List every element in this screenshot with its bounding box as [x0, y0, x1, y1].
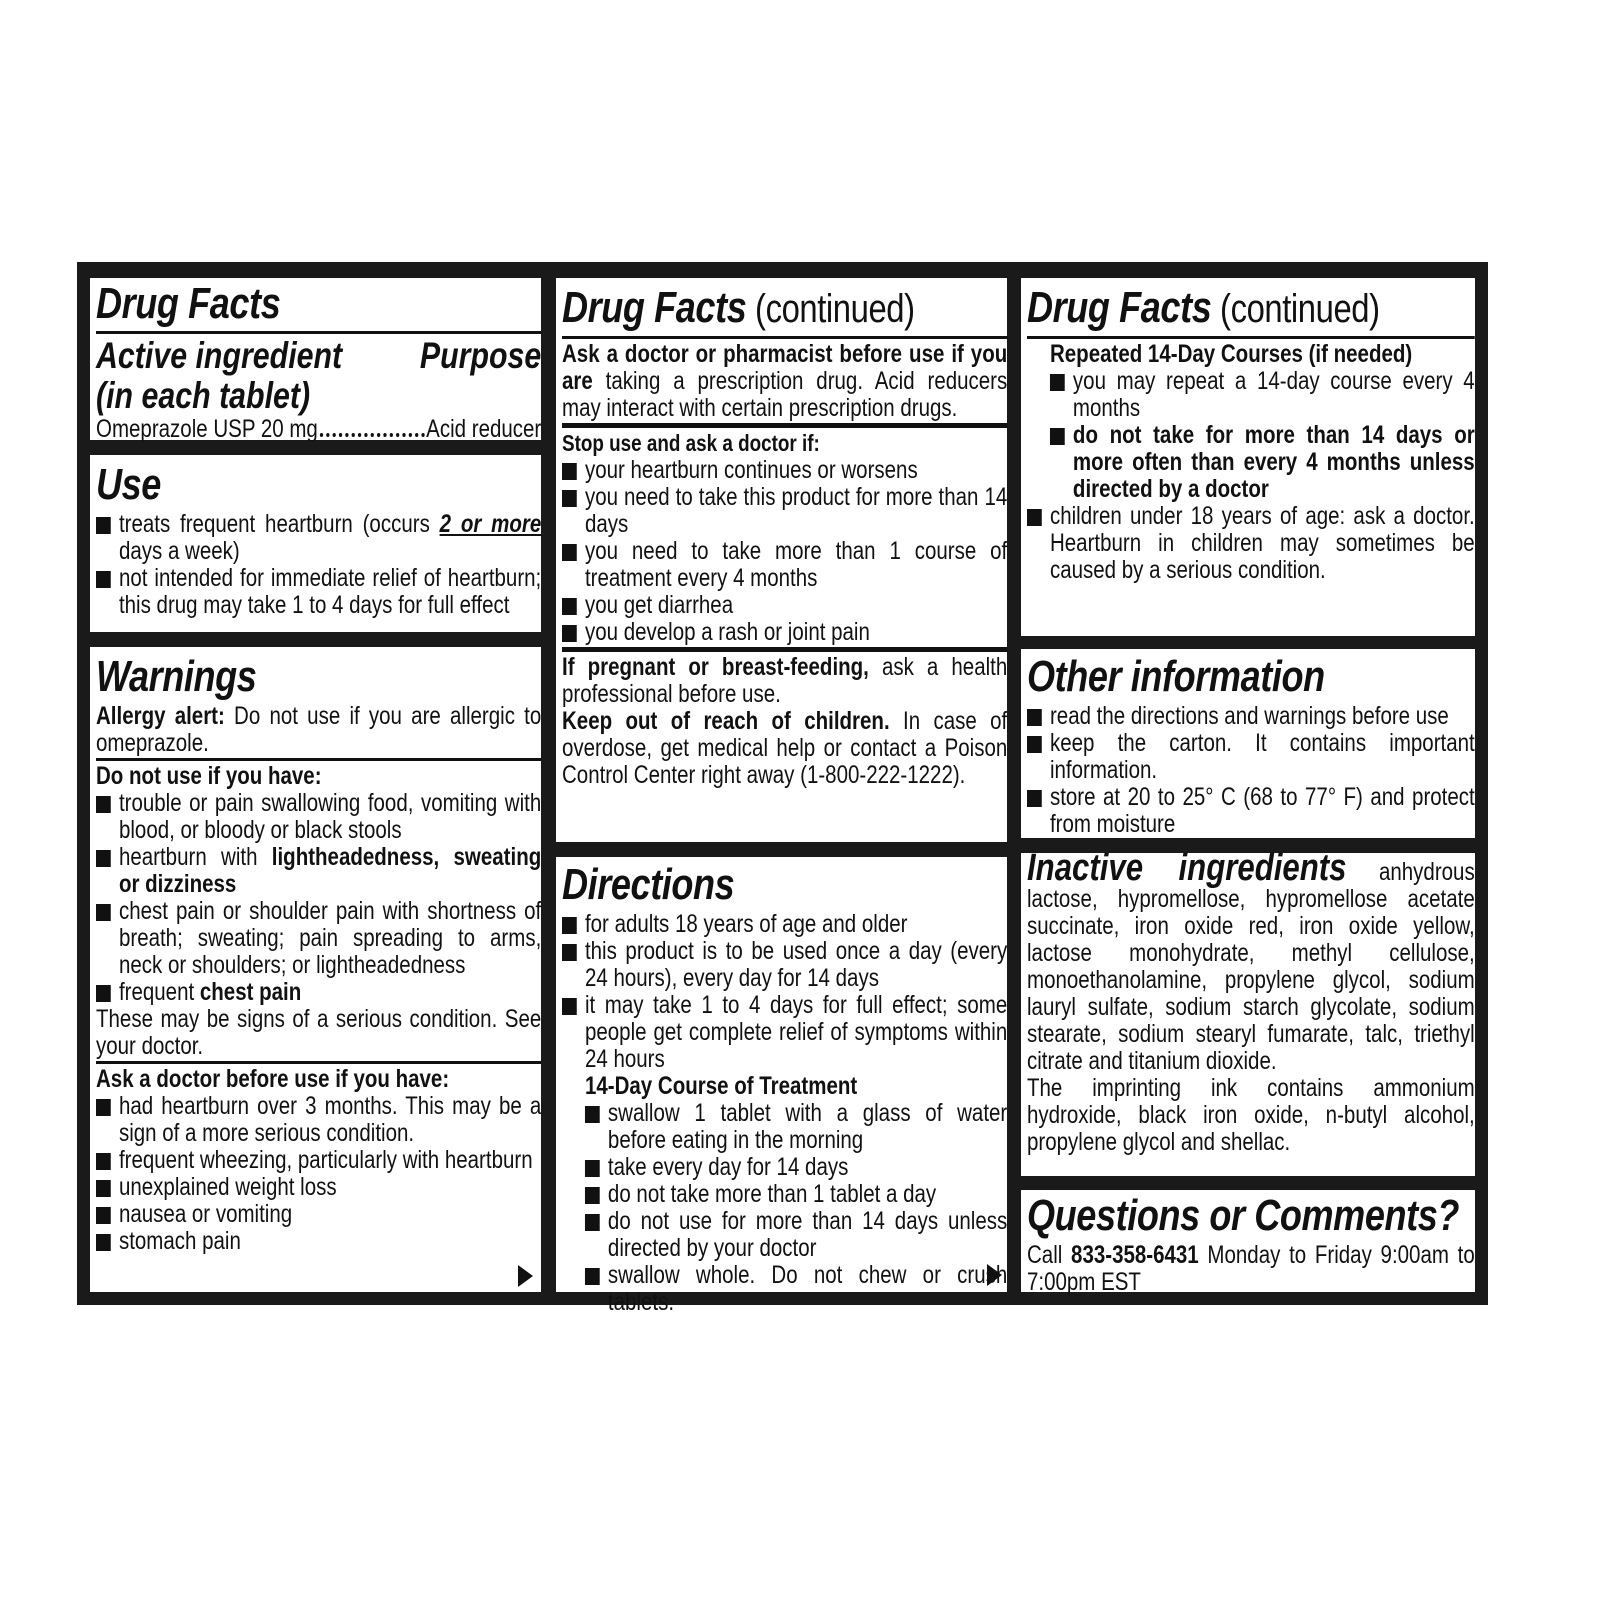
bullet-item [96, 1147, 541, 1174]
text-segment: The imprinting ink contains ammonium hydroxide, black iron oxide, n-butyl alcohol, propylene glycol and shellac. [1027, 1074, 1475, 1156]
paragraph [1027, 847, 1475, 1075]
section-heading [585, 1073, 1007, 1100]
text-segment: Monday to Friday 9:00am to 7:00pm EST [1027, 1241, 1475, 1296]
continue-arrow-icon [518, 1265, 533, 1287]
bullet-item [96, 1093, 541, 1147]
bullet-item [96, 511, 541, 565]
column-headers [96, 336, 541, 376]
panel-warnings [90, 647, 541, 1292]
section-title [1027, 1190, 1475, 1242]
text-segment: anhydrous lactose, hypromellose, hypromellose acetate succinate, iron oxide red, iron oxide yellow, lactose monohydrate, methyl cellulose, monoethanolamine, propylene glycol, sodium lauryl sulfate, sodium starch glycolate, sodium stearate, sodium stearyl fumarate, talc, triethyl citrate and titanium dioxide. [1027, 858, 1475, 1075]
bullet-item [562, 592, 1007, 619]
text-segment: days a week) [118, 537, 240, 565]
ingredient-row [96, 416, 541, 443]
divider [562, 423, 1007, 428]
bullet-item [562, 992, 1007, 1073]
bullet-item [96, 898, 541, 979]
text-segment: (in each tablet) [96, 375, 311, 416]
bullet-item [96, 565, 541, 619]
text-segment: ask a health professional before use. [562, 653, 1008, 708]
panel-inactive-ingredients [1021, 847, 1475, 1176]
text-segment: swallow whole. Do not chew or crush tablets. [607, 1261, 1008, 1316]
panel-use [90, 455, 541, 632]
section-heading [562, 430, 1007, 457]
text-segment: read the directions and warnings before use [1049, 702, 1449, 730]
text-segment: stomach pain [118, 1227, 241, 1255]
text-segment: treats frequent heartburn (occurs [118, 510, 440, 538]
bullet-item [96, 1201, 541, 1228]
text-segment: you get diarrhea [584, 591, 734, 619]
text-segment: Inactive ingredients [1027, 847, 1347, 889]
text-segment: Do not use if you have: [96, 762, 322, 790]
text-segment: you develop a rash or joint pain [584, 618, 870, 646]
text-segment: it may take 1 to 4 days for full effect; some people get complete relief of symptoms within 24 hours [584, 991, 1008, 1073]
text-segment: store at 20 to 25° C (68 to 77° F) and protect from moisture [1049, 783, 1475, 838]
text-segment: had heartburn over 3 months. This may be a sign of a more serious condition. [118, 1092, 542, 1147]
panel-other-information [1021, 649, 1475, 838]
text-segment: 2 or more [439, 510, 542, 538]
text-segment: Keep out of reach of children. [562, 707, 890, 735]
bullet-item [585, 1208, 1007, 1262]
panel-active-ingredient [90, 278, 542, 443]
paragraph [96, 703, 541, 757]
bullet-item [562, 484, 1007, 538]
text-segment: Ask a doctor before use if you have: [96, 1065, 450, 1093]
divider [96, 331, 541, 334]
bullet-item [1050, 422, 1475, 503]
text-segment: keep the carton. It contains important information. [1049, 729, 1475, 784]
text-segment: Allergy alert: [96, 702, 225, 730]
active-ingredient-heading: Active ingredient [96, 335, 343, 376]
drug-facts-label [77, 262, 1488, 1316]
panel-questions [1021, 1190, 1475, 1296]
section-title [562, 859, 1007, 911]
text-segment: 14-Day Course of Treatment [584, 1072, 858, 1100]
text-segment: Drug Facts [1027, 283, 1212, 332]
section-title [562, 282, 1007, 335]
bullet-item [562, 938, 1007, 992]
bullet-item [96, 979, 541, 1006]
text-segment: heartburn with [118, 843, 272, 871]
text-segment: Drug Facts [96, 279, 281, 328]
section-heading [96, 1066, 541, 1093]
paragraph [562, 708, 1007, 789]
bullet-item [1050, 368, 1475, 422]
text-segment: not intended for immediate relief of heartburn; this drug may take 1 to 4 days for full effect [118, 564, 542, 619]
divider [562, 647, 1007, 652]
text-segment: frequent [118, 978, 200, 1006]
bullet-item [562, 538, 1007, 592]
bullet-item [585, 1100, 1007, 1154]
section-heading [96, 763, 541, 790]
bullet-item [1027, 730, 1475, 784]
panel-repeated-courses [1021, 278, 1475, 636]
divider [96, 1061, 541, 1064]
bullet-item [585, 1154, 1007, 1181]
text-segment: Use [96, 460, 161, 509]
continue-arrow-icon [987, 1264, 1002, 1286]
paragraph [96, 1006, 541, 1060]
divider [1027, 336, 1475, 339]
text-segment: (continued) [746, 287, 915, 331]
text-segment: Directions [562, 860, 735, 909]
ingredient-purpose: Acid reducer [426, 415, 542, 443]
bullet-item [1027, 503, 1475, 584]
bullet-item [562, 619, 1007, 646]
text-segment: Ask a doctor or pharmacist before use if you are [562, 340, 1008, 395]
panel-continued-warnings [556, 278, 1007, 842]
bullet-item [585, 1181, 1007, 1208]
panel-directions [556, 857, 1008, 1316]
text-segment: children under 18 years of age: ask a doctor. Heartburn in children may sometimes be caused by a serious condition. [1049, 502, 1475, 584]
text-segment: trouble or pain swallowing food, vomiting with blood, or bloody or black stools [118, 789, 542, 844]
text-segment: Questions or Comments? [1027, 1191, 1460, 1240]
text-segment: swallow 1 tablet with a glass of water before eating in the morning [607, 1099, 1008, 1154]
bullet-item [96, 1174, 541, 1201]
text-segment: taking a prescription drug. Acid reducers may interact with certain prescription drugs. [562, 367, 1008, 422]
bullet-item [585, 1262, 1007, 1316]
text-segment: unexplained weight loss [118, 1173, 337, 1201]
divider [562, 336, 1007, 339]
text-segment: Other information [1027, 652, 1325, 701]
text-segment: In case of overdose, get medical help or contact a Poison Control Center right away (1-800-222-1222). [562, 707, 1008, 789]
bullet-item [1027, 784, 1475, 838]
text-segment: Stop use and ask a doctor if: [562, 430, 820, 456]
text-segment: take every day for 14 days [607, 1153, 849, 1181]
text-segment: nausea or vomiting [118, 1200, 293, 1228]
ingredient-name: Omeprazole USP 20 mg [96, 415, 318, 443]
text-segment: for adults 18 years of age and older [584, 910, 908, 938]
text-segment: do not take more than 1 tablet a day [607, 1180, 937, 1208]
section-title [96, 651, 541, 703]
bullet-item [562, 457, 1007, 484]
bullet-item [96, 790, 541, 844]
text-segment: Repeated 14-Day Courses (if needed) [1049, 340, 1413, 368]
text-segment: chest pain [199, 978, 302, 1006]
text-segment: Warnings [96, 652, 257, 701]
text-segment: do not use for more than 14 days unless directed by your doctor [607, 1207, 1008, 1262]
text-segment: (continued) [1211, 287, 1380, 331]
text-segment: These may be signs of a serious condition. See your doctor. [96, 1005, 542, 1060]
text-segment: frequent wheezing, particularly with heartburn [118, 1146, 533, 1174]
text-segment: Do not use if you are allergic to omeprazole. [96, 702, 542, 757]
purpose-heading: Purpose [419, 335, 542, 376]
text-segment: do not take for more than 14 days or more often than every 4 months unless directed by a doctor [1072, 421, 1475, 503]
text-segment: lightheadedness, sweating or dizziness [118, 843, 542, 898]
paragraph [562, 341, 1007, 422]
text-segment: you need to take this product for more than 14 days [584, 483, 1008, 538]
bullet-item [1027, 703, 1475, 730]
section-title [96, 278, 541, 330]
text-segment: your heartburn continues or worsens [584, 456, 918, 484]
paragraph [1027, 1242, 1475, 1296]
section-heading [1050, 341, 1475, 368]
bullet-item [96, 1228, 541, 1255]
text-segment: 833-358-6431 [1071, 1241, 1199, 1269]
paragraph [1027, 1075, 1475, 1156]
text-segment: you need to take more than 1 course of treatment every 4 months [584, 537, 1008, 592]
text-segment: If pregnant or breast-feeding, [562, 653, 869, 681]
section-title [1027, 282, 1475, 335]
text-segment: Call [1027, 1241, 1072, 1269]
text-segment: this product is to be used once a day (every 24 hours), every day for 14 days [584, 937, 1008, 992]
text-segment: chest pain or shoulder pain with shortness of breath; sweating; pain spreading to arms, neck or shoulders; or lightheadedness [118, 897, 542, 979]
bullet-item [96, 844, 541, 898]
section-title [1027, 651, 1475, 703]
leader-dots [319, 433, 424, 437]
divider [96, 758, 541, 761]
section-subtitle [96, 376, 541, 416]
paragraph [562, 654, 1007, 708]
text-segment: Drug Facts [562, 283, 747, 332]
section-title [96, 459, 541, 511]
bullet-item [562, 911, 1007, 938]
text-segment: you may repeat a 14-day course every 4 months [1072, 367, 1475, 422]
